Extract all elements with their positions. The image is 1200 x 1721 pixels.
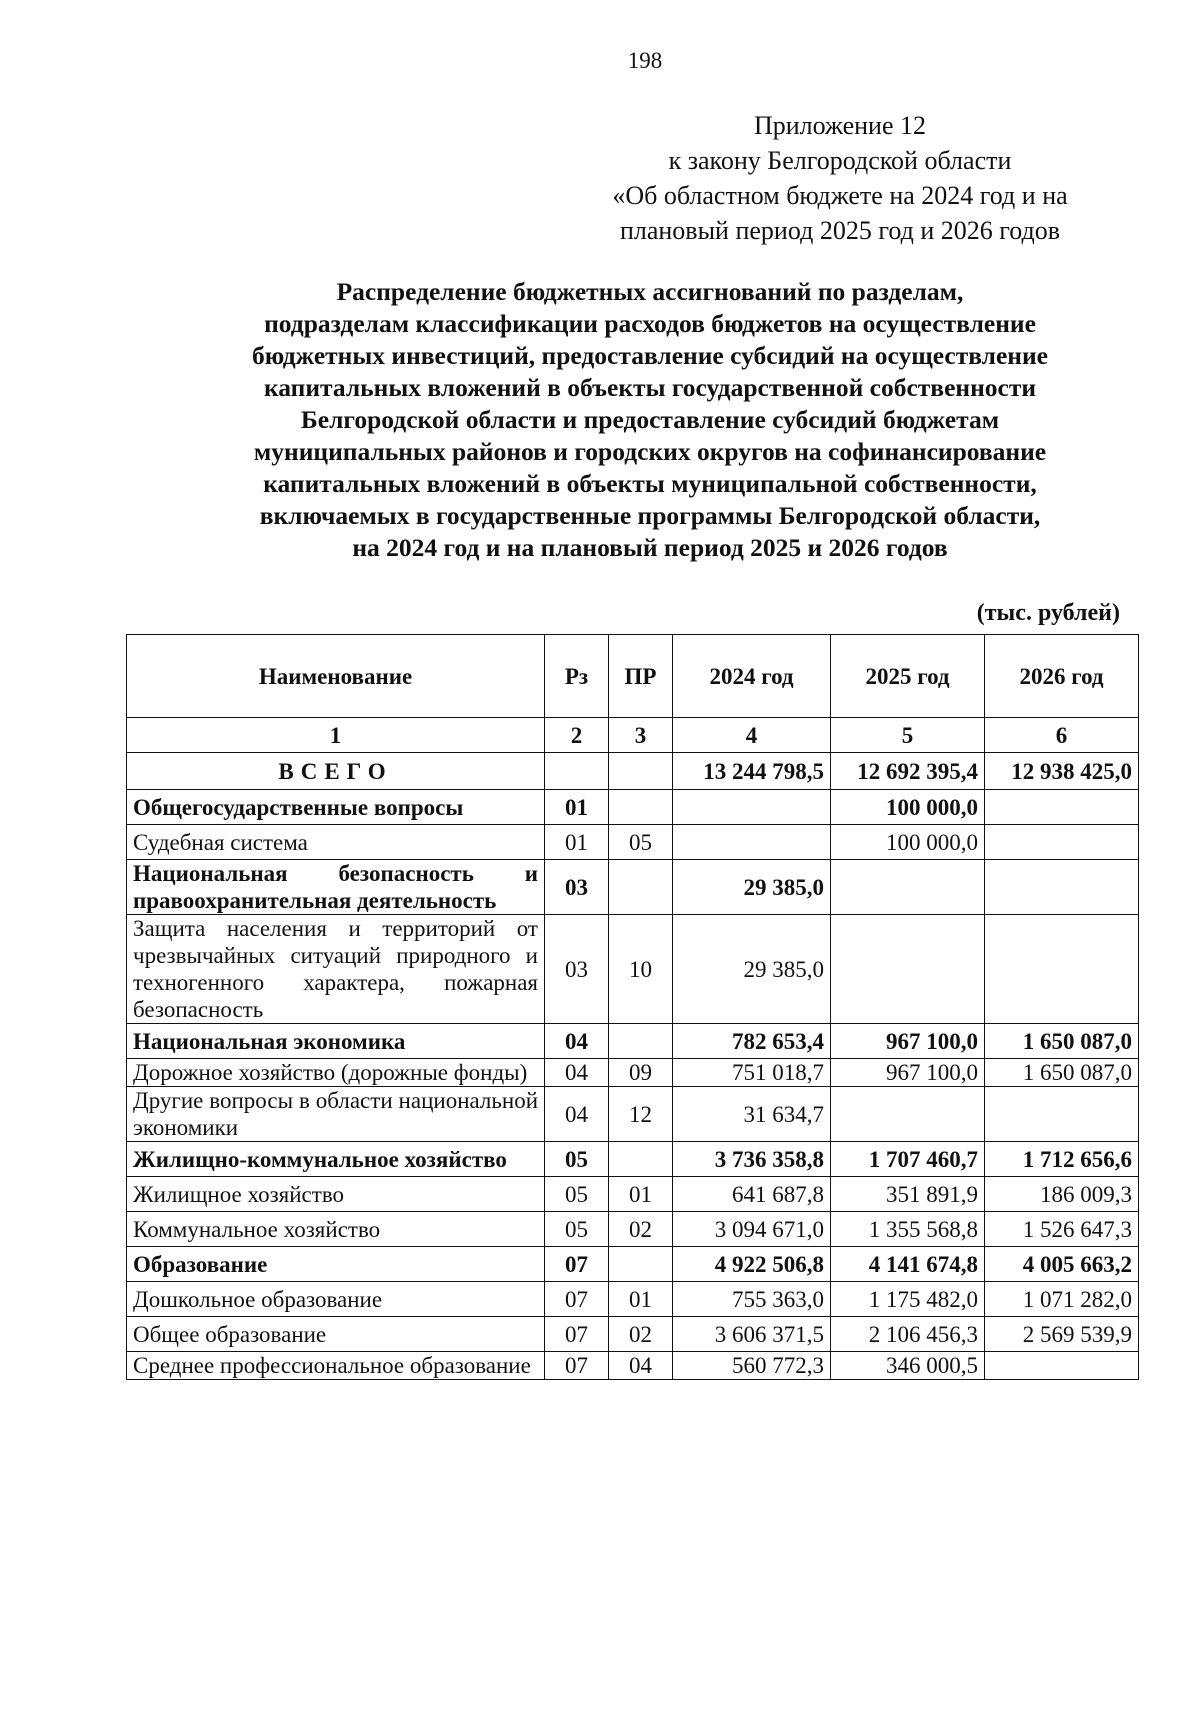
total-label: ВСЕГО [127, 753, 545, 790]
row-2025: 2 106 456,3 [831, 1317, 985, 1352]
row-name: Национальная безопасность и правоохранительная деятельность [127, 860, 545, 915]
row-2026: 1 526 647,3 [985, 1212, 1139, 1247]
row-2024: 3 606 371,5 [673, 1317, 831, 1352]
row-pr: 09 [609, 1059, 673, 1087]
title-line: бюджетных инвестиций, предоставление субсидий на осуществление [252, 341, 1048, 370]
total-row [127, 753, 1139, 790]
row-2024: 755 363,0 [673, 1282, 831, 1317]
row-2026 [985, 1087, 1139, 1142]
section-row [127, 1142, 1139, 1177]
title-line: муниципальных районов и городских округов на софинансирование [253, 437, 1047, 466]
row-2026: 1 650 087,0 [985, 1059, 1139, 1087]
budget-table [126, 634, 1139, 1380]
column-number: 6 [985, 718, 1139, 753]
row-2026: 1 650 087,0 [985, 1024, 1139, 1059]
row-pr: 12 [609, 1087, 673, 1142]
total-2025: 12 692 395,4 [831, 753, 985, 790]
column-number: 2 [545, 718, 609, 753]
row-2025: 1 355 568,8 [831, 1212, 985, 1247]
row-pr [609, 860, 673, 915]
subsection-row [127, 1282, 1139, 1317]
row-rz: 03 [545, 860, 609, 915]
row-2025: 967 100,0 [831, 1024, 985, 1059]
row-name: Судебная система [127, 825, 545, 860]
row-rz: 05 [545, 1142, 609, 1177]
row-pr [609, 1247, 673, 1282]
row-2024: 4 922 506,8 [673, 1247, 831, 1282]
row-name: Среднее профессиональное образование [127, 1352, 545, 1380]
row-2025 [831, 1087, 985, 1142]
subsection-row [127, 1317, 1139, 1352]
row-rz: 04 [545, 1059, 609, 1087]
title-line: капитальных вложений в объекты муниципальной собственности, [263, 469, 1037, 498]
row-2026 [985, 790, 1139, 825]
row-2024: 3 736 358,8 [673, 1142, 831, 1177]
title-line: Белгородской области и предоставление субсидий бюджетам [300, 405, 1000, 434]
row-rz: 03 [545, 915, 609, 1024]
appendix-header [560, 108, 1120, 248]
row-name: Общегосударственные вопросы [127, 790, 545, 825]
header-pr: ПР [609, 635, 673, 718]
row-2025: 1 175 482,0 [831, 1282, 985, 1317]
row-pr: 02 [609, 1212, 673, 1247]
column-number: 3 [609, 718, 673, 753]
row-2024: 3 094 671,0 [673, 1212, 831, 1247]
row-pr: 01 [609, 1282, 673, 1317]
document-title [150, 276, 1150, 564]
row-2024: 560 772,3 [673, 1352, 831, 1380]
section-row [127, 1024, 1139, 1059]
row-2024 [673, 825, 831, 860]
row-pr: 05 [609, 825, 673, 860]
row-rz: 04 [545, 1024, 609, 1059]
row-name: Дорожное хозяйство (дорожные фонды) [127, 1059, 545, 1087]
subsection-row [127, 1087, 1139, 1142]
header-name: Наименование [127, 635, 545, 718]
row-rz: 01 [545, 825, 609, 860]
row-rz: 04 [545, 1087, 609, 1142]
subsection-row [127, 1177, 1139, 1212]
row-rz: 05 [545, 1212, 609, 1247]
row-2024: 782 653,4 [673, 1024, 831, 1059]
row-name: Общее образование [127, 1317, 545, 1352]
row-rz: 07 [545, 1247, 609, 1282]
section-row [127, 860, 1139, 915]
appendix-line: «Об областном бюджете на 2024 год и на [612, 181, 1068, 210]
page-number: 198 [627, 48, 663, 73]
title-line: Распределение бюджетных ассигнований по разделам, [336, 277, 964, 306]
row-pr [609, 790, 673, 825]
row-2024: 641 687,8 [673, 1177, 831, 1212]
row-2026: 1 712 656,6 [985, 1142, 1139, 1177]
row-2024: 29 385,0 [673, 915, 831, 1024]
row-2025 [831, 860, 985, 915]
total-rz [545, 753, 609, 790]
row-name: Национальная экономика [127, 1024, 545, 1059]
row-2025: 351 891,9 [831, 1177, 985, 1212]
row-rz: 07 [545, 1352, 609, 1380]
row-2025: 100 000,0 [831, 790, 985, 825]
row-2025: 100 000,0 [831, 825, 985, 860]
subsection-row [127, 825, 1139, 860]
row-2024: 29 385,0 [673, 860, 831, 915]
row-pr [609, 1024, 673, 1059]
table-header-row [127, 635, 1139, 718]
row-2026: 4 005 663,2 [985, 1247, 1139, 1282]
header-rz: Рз [545, 635, 609, 718]
column-number-row [127, 718, 1139, 753]
row-name: Образование [127, 1247, 545, 1282]
row-name: Жилищно-коммунальное хозяйство [127, 1142, 545, 1177]
appendix-line: Приложение 12 [753, 111, 927, 140]
row-2026 [985, 915, 1139, 1024]
title-line: включаемых в государственные программы Белгородской области, [259, 501, 1041, 530]
row-2026: 2 569 539,9 [985, 1317, 1139, 1352]
subsection-row [127, 1212, 1139, 1247]
row-2024: 751 018,7 [673, 1059, 831, 1087]
header-2025: 2025 год [831, 635, 985, 718]
title-line: подразделам классификации расходов бюджетов на осуществление [264, 309, 1036, 338]
table-body [127, 718, 1139, 1380]
total-2024: 13 244 798,5 [673, 753, 831, 790]
row-2024 [673, 790, 831, 825]
row-2025: 4 141 674,8 [831, 1247, 985, 1282]
row-2025: 1 707 460,7 [831, 1142, 985, 1177]
total-2026: 12 938 425,0 [985, 753, 1139, 790]
row-name: Другие вопросы в области национальной экономики [127, 1087, 545, 1142]
row-pr: 10 [609, 915, 673, 1024]
row-pr: 04 [609, 1352, 673, 1380]
row-rz: 01 [545, 790, 609, 825]
title-line: на 2024 год и на плановый период 2025 и 2026 годов [352, 533, 948, 562]
row-rz: 07 [545, 1317, 609, 1352]
row-2026 [985, 1352, 1139, 1380]
row-2026 [985, 825, 1139, 860]
row-pr: 01 [609, 1177, 673, 1212]
header-2026: 2026 год [985, 635, 1139, 718]
appendix-line: плановый период 2025 год и 2026 годов [619, 216, 1061, 245]
subsection-row [127, 1352, 1139, 1380]
row-name: Коммунальное хозяйство [127, 1212, 545, 1247]
appendix-line: к закону Белгородской области [668, 146, 1012, 175]
subsection-row [127, 1059, 1139, 1087]
section-row [127, 790, 1139, 825]
units-label: (тыс. рублей) [976, 600, 1120, 626]
row-2024: 31 634,7 [673, 1087, 831, 1142]
title-line: капитальных вложений в объекты государственной собственности [263, 373, 1037, 402]
column-number: 5 [831, 718, 985, 753]
row-name: Жилищное хозяйство [127, 1177, 545, 1212]
row-rz: 07 [545, 1282, 609, 1317]
row-2026 [985, 860, 1139, 915]
column-number: 4 [673, 718, 831, 753]
row-pr: 02 [609, 1317, 673, 1352]
row-2026: 1 071 282,0 [985, 1282, 1139, 1317]
row-2025: 967 100,0 [831, 1059, 985, 1087]
column-number: 1 [127, 718, 545, 753]
row-2026: 186 009,3 [985, 1177, 1139, 1212]
header-2024: 2024 год [673, 635, 831, 718]
row-pr [609, 1142, 673, 1177]
section-row [127, 1247, 1139, 1282]
total-pr [609, 753, 673, 790]
row-rz: 05 [545, 1177, 609, 1212]
row-name: Защита населения и территорий от чрезвычайных ситуаций природного и техногенного характера, пожарная безопасность [127, 915, 545, 1024]
row-name: Дошкольное образование [127, 1282, 545, 1317]
row-2025: 346 000,5 [831, 1352, 985, 1380]
row-2025 [831, 915, 985, 1024]
subsection-row [127, 915, 1139, 1024]
